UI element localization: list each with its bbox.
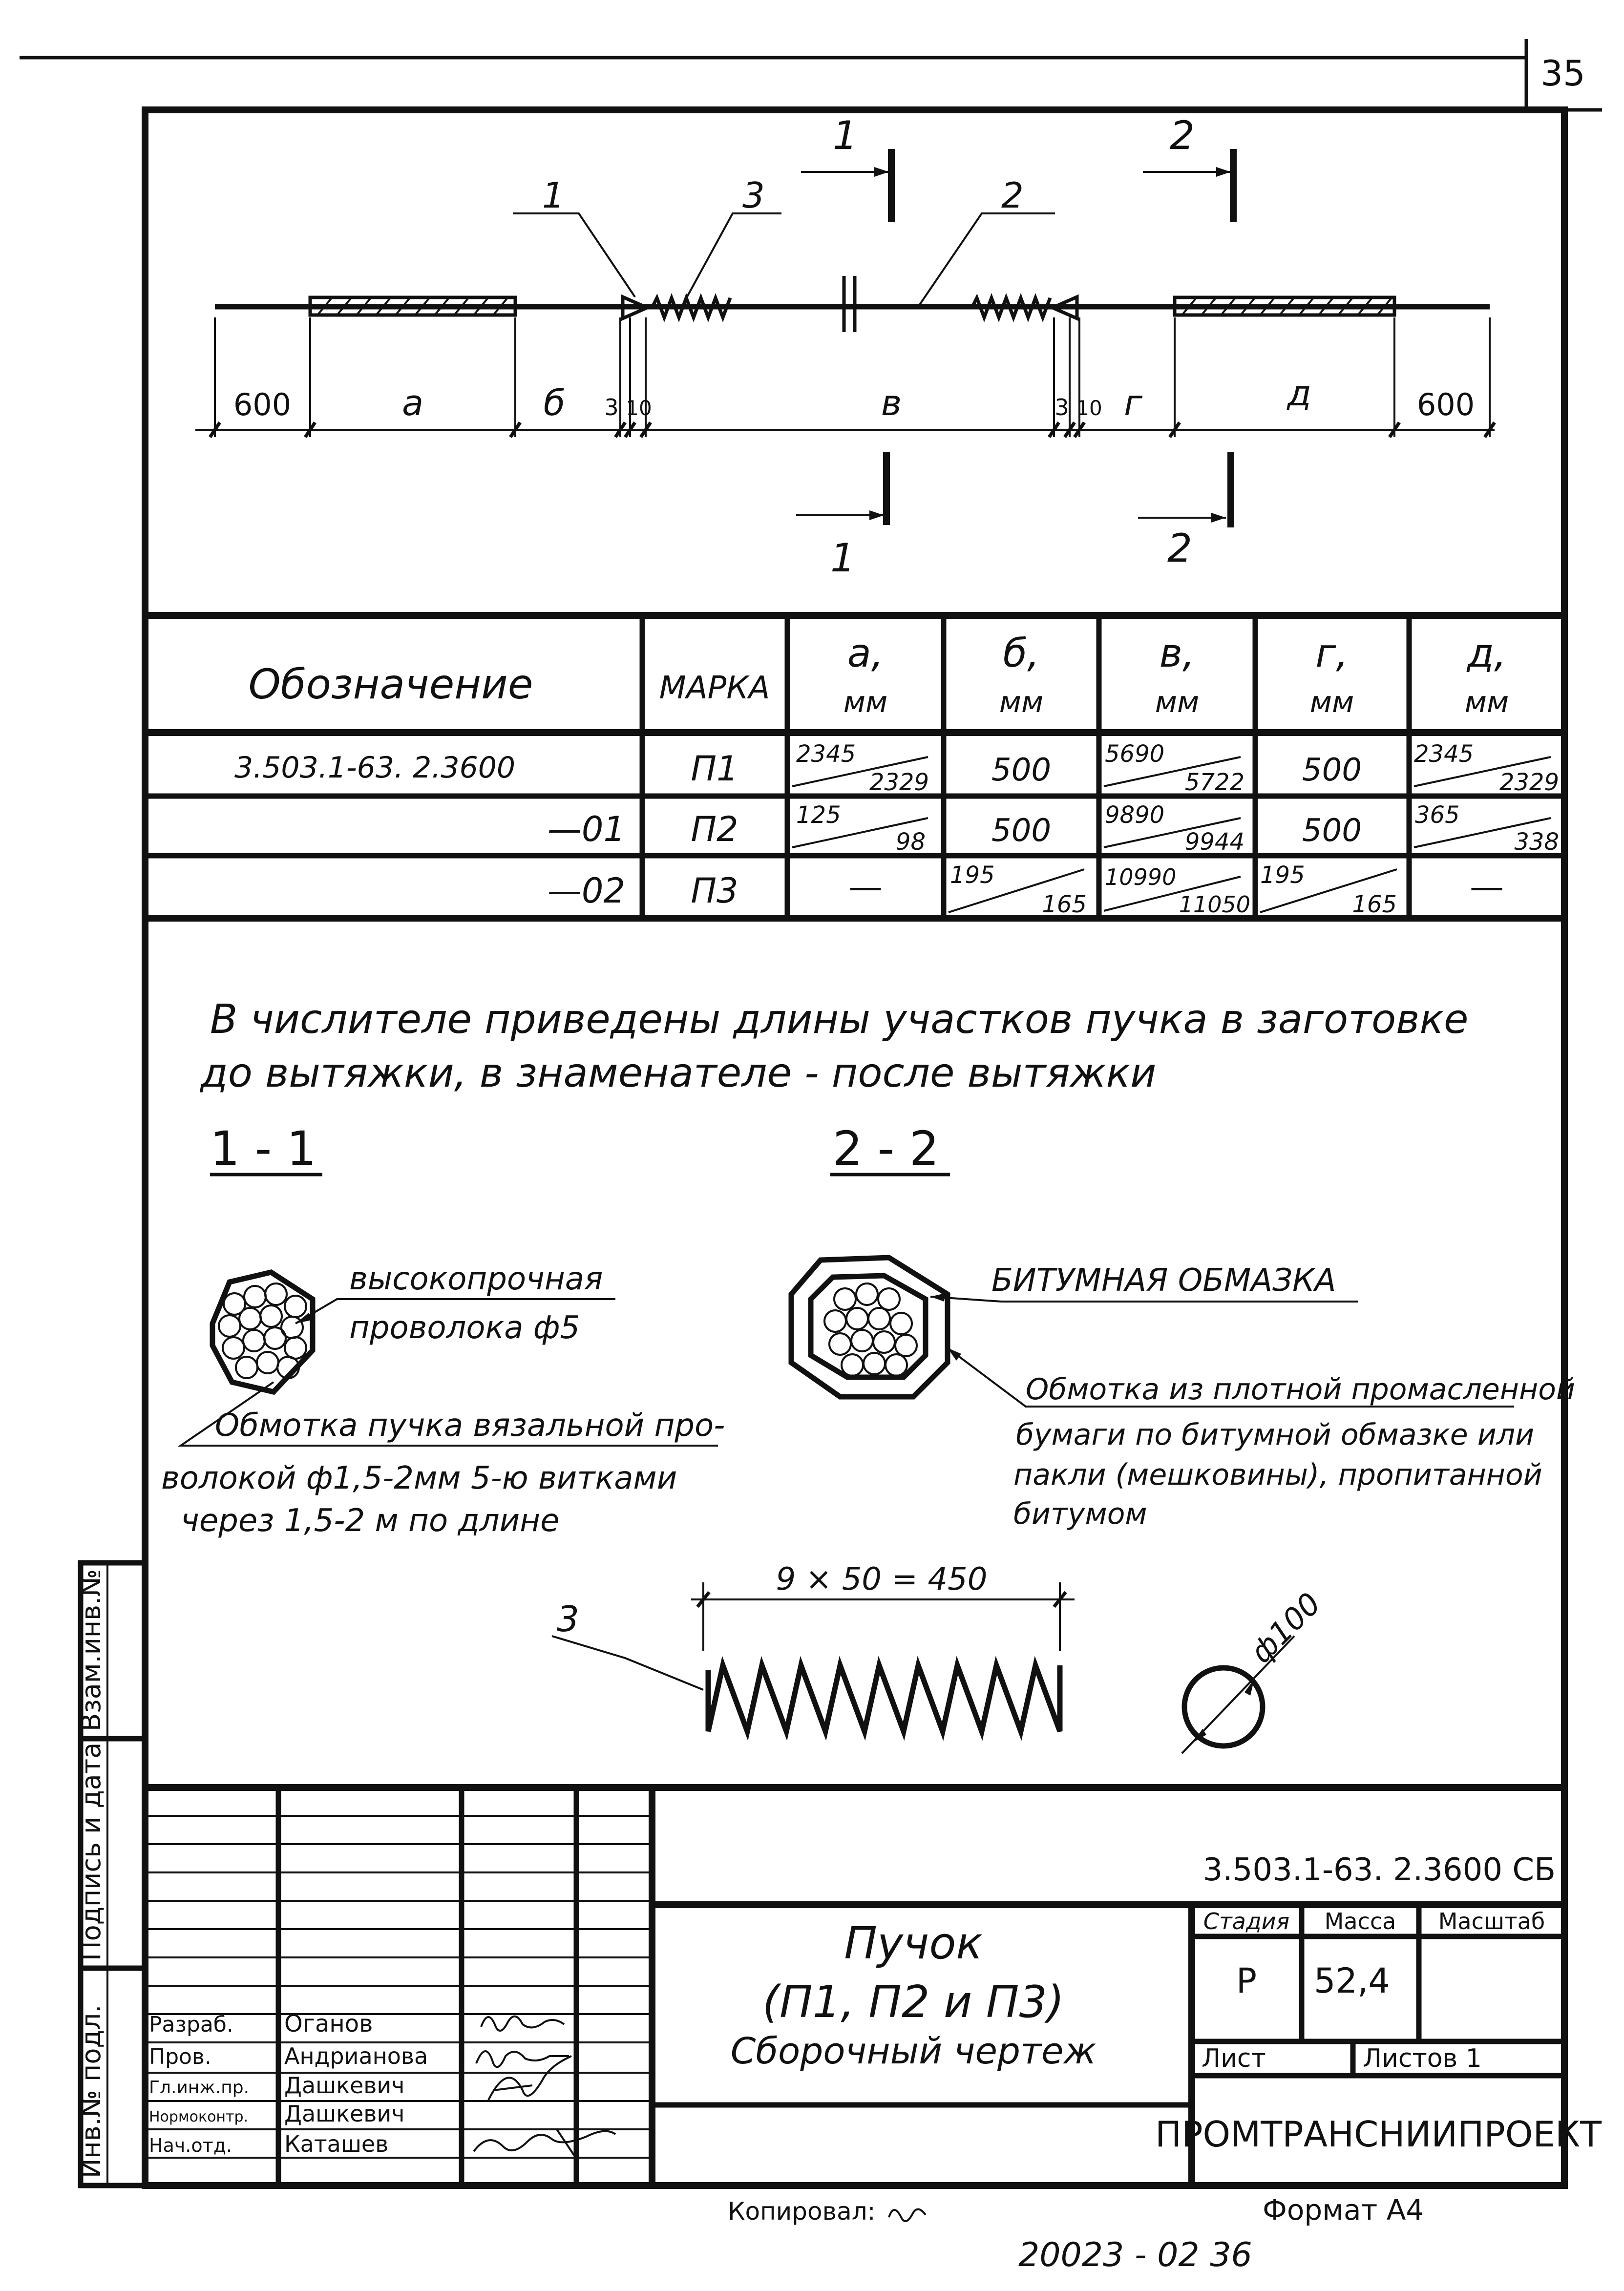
wire-label-1: высокопрочная — [349, 1261, 603, 1297]
bundle-elevation — [215, 276, 1490, 332]
spring-section-circle — [1184, 1668, 1263, 1746]
role-3: Гл.инж.пр. — [149, 2078, 250, 2098]
wrap2-label-1: Обмотка из плотной промасленной — [1026, 1372, 1575, 1407]
spring-detail — [552, 1561, 1328, 1753]
dim-d: д — [1287, 373, 1311, 414]
mass-value: 52,4 — [1314, 1961, 1390, 2001]
svg-text:2345: 2345 — [1414, 740, 1474, 768]
copier-signature — [889, 2209, 926, 2221]
wrap-label-2: волокой ф1,5-2мм 5-ю витками — [161, 1460, 677, 1496]
section-2-title: 2 - 2 — [833, 1121, 939, 1176]
scale-label: Масштаб — [1438, 1908, 1545, 1934]
svg-text:2345: 2345 — [796, 740, 856, 768]
title-line-2: (П1, П2 и П3) — [762, 1976, 1064, 2028]
section-2-bottom-label: 2 — [1167, 525, 1192, 571]
section-1-1 — [161, 1121, 725, 1539]
section-2-top-label: 2 — [1170, 113, 1195, 158]
header-b: б, — [1003, 631, 1040, 676]
footer-stamp: 20023 - 02 36 — [1018, 2236, 1252, 2274]
name-5: Каташев — [284, 2131, 389, 2157]
wire-label-2: проволока ф5 — [349, 1310, 580, 1346]
stage-value: Р — [1236, 1961, 1257, 2001]
dim-600-left: 600 — [233, 387, 292, 422]
mass-label: Масса — [1324, 1908, 1396, 1934]
spring-coil — [708, 1665, 1060, 1731]
row3-designation: —02 — [547, 871, 625, 911]
spring-dimension: 9 × 50 = 450 — [776, 1561, 988, 1597]
svg-text:мм: мм — [843, 685, 888, 719]
name-1: Оганов — [284, 2010, 373, 2038]
svg-text:500: 500 — [1302, 752, 1362, 788]
header-designation: Обозначение — [248, 660, 533, 708]
side-stamp-signature-date: Подпись и дата — [76, 1742, 106, 1961]
svg-text:мм: мм — [1155, 685, 1200, 719]
svg-text:—: — — [1470, 867, 1504, 907]
spring-callout: 3 — [557, 1598, 579, 1639]
svg-text:мм: мм — [1309, 685, 1354, 719]
organization: ПРОМТРАНСНИИПРОЕКТ — [1155, 2114, 1602, 2155]
copied-label: Копировал: — [728, 2197, 876, 2226]
name-3: Дашкевич — [284, 2072, 405, 2099]
svg-text:—: — — [848, 867, 883, 907]
svg-text:98: 98 — [895, 828, 926, 856]
svg-text:11050: 11050 — [1179, 891, 1250, 918]
dimensions-table — [145, 615, 1564, 918]
dim-10-right: 10 — [1076, 396, 1102, 420]
signatures — [474, 2017, 615, 2159]
wrap2-label-4: битумом — [1013, 1497, 1147, 1531]
note-line-2: до вытяжки, в знаменателе - после вытяжки — [200, 1050, 1157, 1096]
side-stamp — [76, 1563, 145, 2186]
header-mark: МАРКА — [659, 670, 770, 706]
header-v: в, — [1159, 631, 1195, 676]
svg-text:5690: 5690 — [1105, 740, 1165, 768]
svg-text:338: 338 — [1514, 828, 1559, 856]
section-1-title: 1 - 1 — [210, 1121, 316, 1176]
svg-text:165: 165 — [1352, 891, 1397, 918]
header-d: д, — [1467, 631, 1507, 676]
svg-text:195: 195 — [1260, 862, 1305, 889]
svg-text:500: 500 — [1302, 813, 1362, 849]
side-stamp-original-inv: Инв.№ подл. — [76, 2004, 106, 2178]
row1-mark: П1 — [691, 749, 738, 789]
dimension-chain — [195, 317, 1495, 437]
callout-3: 3 — [742, 175, 765, 216]
title-line-1: Пучок — [844, 1918, 983, 1969]
dim-10-left: 10 — [626, 396, 652, 420]
role-5: Нач.отд. — [149, 2135, 232, 2156]
section-1-top-label: 1 — [833, 113, 858, 158]
header-a: а, — [847, 631, 884, 676]
callout-1: 1 — [542, 175, 565, 216]
svg-text:365: 365 — [1415, 801, 1460, 829]
dim-3-left: 3 — [604, 394, 619, 420]
svg-text:500: 500 — [991, 752, 1052, 788]
svg-text:165: 165 — [1042, 891, 1087, 918]
dim-b: б — [543, 382, 566, 423]
wrap2-label-2: бумаги по битумной обмазке или — [1016, 1418, 1535, 1452]
name-2: Андрианова — [284, 2043, 428, 2069]
format-label: Формат А4 — [1263, 2193, 1424, 2227]
role-4: Нормоконтр. — [149, 2108, 249, 2125]
wrap-label-1: Обмотка пучка вязальной про- — [215, 1408, 725, 1444]
svg-text:мм: мм — [1464, 685, 1509, 719]
row2-designation: —01 — [547, 809, 625, 849]
wrap2-label-3: пакли (мешковины), пропитанной — [1013, 1458, 1542, 1492]
svg-text:9890: 9890 — [1105, 801, 1165, 829]
note-line-1: В числителе приведены длины участков пучка в заготовке — [210, 996, 1469, 1043]
dim-g: г — [1124, 382, 1142, 423]
spring-diameter: ф100 — [1243, 1585, 1328, 1670]
sheet-label: Лист — [1202, 2044, 1266, 2073]
row3-mark: П3 — [691, 871, 738, 911]
dim-3-right: 3 — [1055, 394, 1069, 420]
callout-2: 2 — [1001, 175, 1024, 216]
svg-text:2329: 2329 — [1499, 769, 1559, 796]
role-1: Разраб. — [149, 2012, 233, 2037]
page-number: 35 — [1540, 53, 1585, 94]
header-g: г, — [1315, 631, 1349, 676]
role-2: Пров. — [149, 2044, 211, 2069]
doc-code: 3.503.1-63. 2.3600 СБ — [1202, 1852, 1556, 1888]
svg-text:195: 195 — [950, 862, 995, 889]
sheets-label: Листов 1 — [1363, 2044, 1482, 2073]
svg-text:125: 125 — [796, 801, 841, 829]
svg-text:10990: 10990 — [1105, 864, 1177, 890]
name-4: Дашкевич — [284, 2101, 405, 2127]
svg-text:9944: 9944 — [1184, 828, 1244, 856]
dim-v: в — [881, 382, 902, 423]
row1-designation: 3.503.1-63. 2.3600 — [234, 751, 516, 785]
row2-mark: П2 — [691, 809, 738, 849]
wrap-label-3: через 1,5-2 м по длине — [181, 1503, 560, 1539]
callouts — [513, 175, 1055, 307]
title-block — [145, 1787, 1602, 2186]
title-line-3: Сборочный чертеж — [730, 2030, 1097, 2072]
bitumen-label: БИТУМНАЯ ОБМАЗКА — [991, 1262, 1336, 1299]
svg-text:мм: мм — [999, 685, 1044, 719]
side-stamp-replaced-inv: Взам.инв.№ — [76, 1569, 106, 1731]
section-2-2 — [791, 1121, 1575, 1531]
svg-text:2329: 2329 — [869, 769, 929, 796]
svg-text:5722: 5722 — [1184, 769, 1244, 796]
dim-a: а — [401, 382, 424, 423]
section-1-bottom-label: 1 — [830, 535, 855, 581]
svg-text:500: 500 — [991, 813, 1052, 849]
stage-label: Стадия — [1203, 1908, 1290, 1934]
dim-600-right: 600 — [1416, 387, 1475, 422]
